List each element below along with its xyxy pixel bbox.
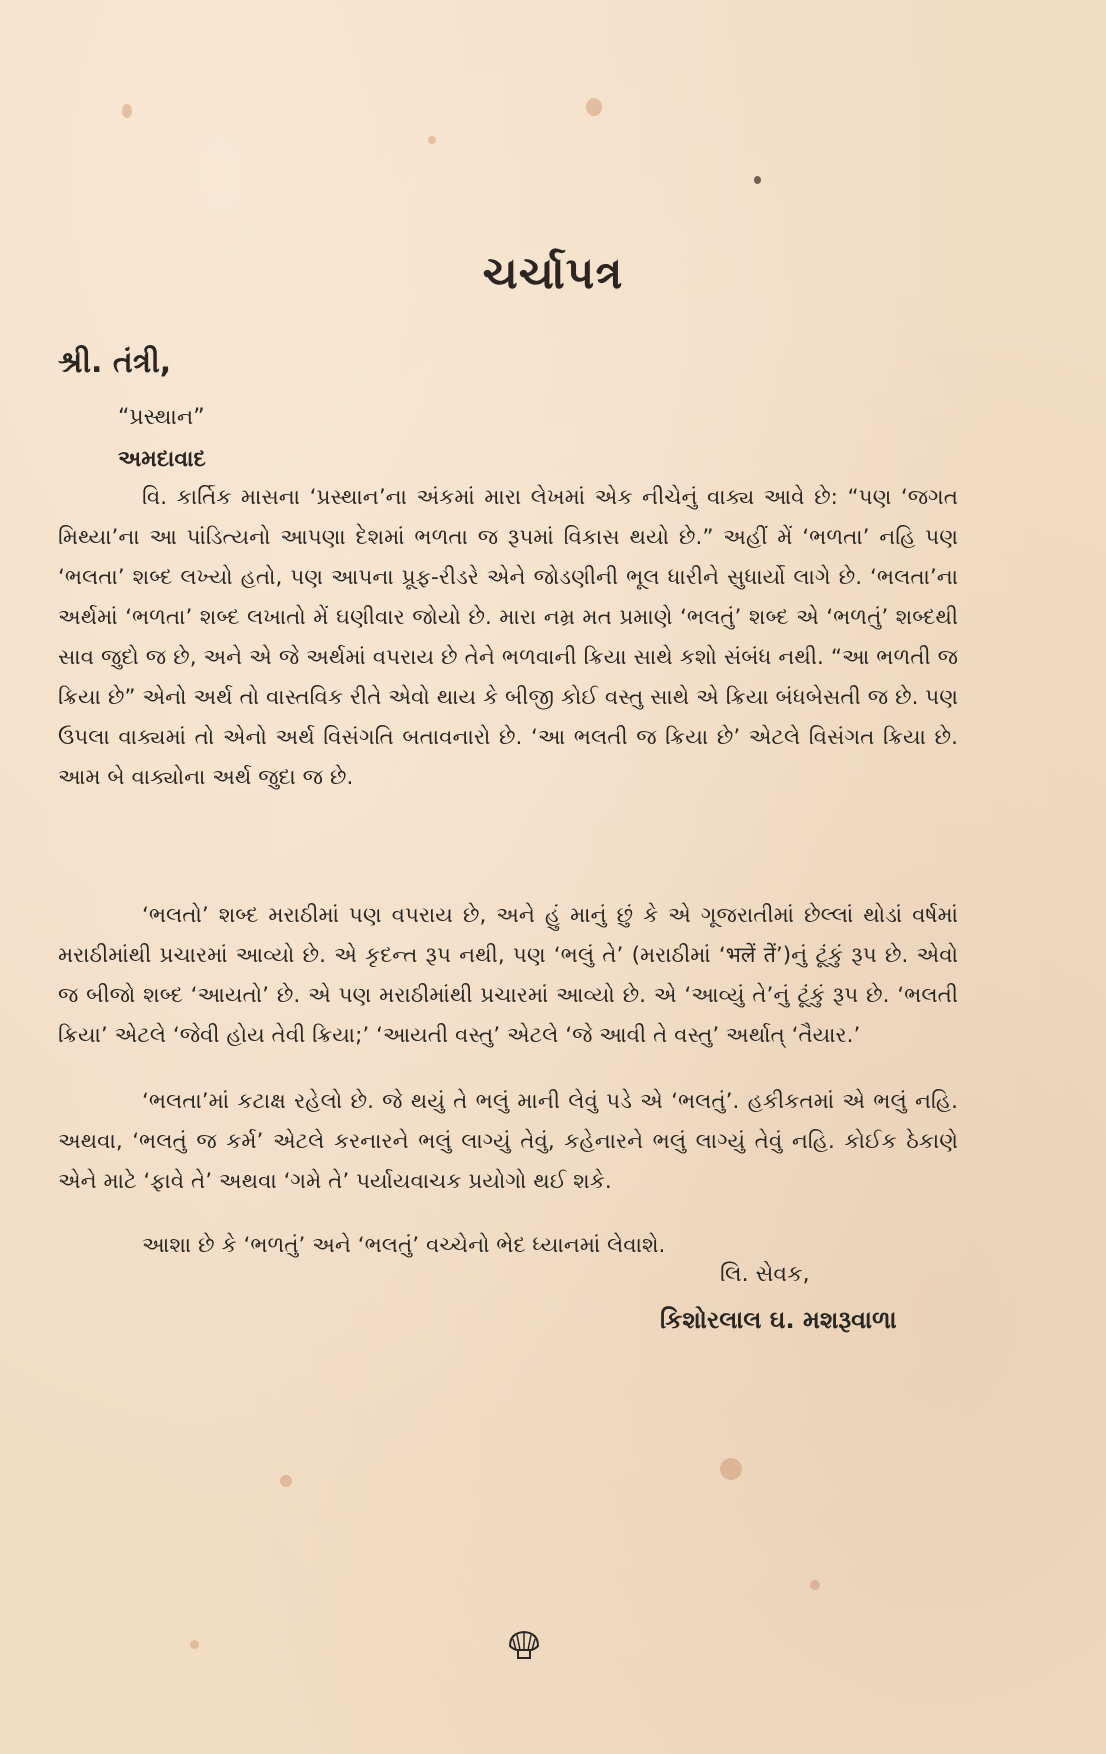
signature: કિશોરલાલ ઘ. મશરૂવાળા xyxy=(660,1306,897,1334)
paper-stain xyxy=(586,98,602,116)
closing-line: લિ. સેવક, xyxy=(720,1262,810,1287)
paragraph: આશા છે કે ‘ભળતું’ અને ‘ભલતું’ વચ્ચેનો ભેદ ધ્યાનમાં લેવાશે. xyxy=(142,1233,666,1258)
recipient-publication: “પ્રસ્થાન” xyxy=(118,405,205,430)
paper-stain xyxy=(122,104,132,118)
recipient-city: અમદાવાદ xyxy=(118,447,206,472)
paper-stain xyxy=(280,1475,292,1487)
paper-stain xyxy=(190,1640,199,1649)
salutation: શ્રી. તંત્રી, xyxy=(58,345,172,380)
paragraph: ‘ભલતા’માં કટાક્ષ રહેલો છે. જે થયું તે ભલું માની લેવું પડે એ ‘ભલતું’. હકીકતમાં એ ભલું નહિ. અથવા, ‘ભલતું જ કર્મ’ એટલે કરનારને ભલું લાગ્યું તેવું, કહેનારને ભલું લાગ્યું તેવું નહિ. કોઈક ઠેકાણે એને માટે ‘ફાવે તે’ અથવા ‘ગમે તે’ પર્યાયવાચક પ્રયોગો થઈ શકે. xyxy=(58,1089,958,1194)
paper-stain xyxy=(428,136,436,144)
paper-stain xyxy=(754,176,761,184)
paragraph: વિ. કાર્તિક માસના ‘પ્રસ્થાન’ના અંકમાં મારા લેખમાં એક નીચેનું વાક્ય આવે છે: “પણ ‘જગત મિથ્યા’ના આ પાંડિત્યનો આપણા દેશમાં ભળતા જ રૂપમાં વિકાસ થયો છે.” અહીં મેં ‘ભળતા’ નહિ પણ ‘ભલતા’ શબ્દ લખ્યો હતો, પણ આપના પ્રૂફ-રીડરે એને જોડણીની ભૂલ ધારીને સુધાર્યો લાગે છે. ‘ભલતા’ના અર્થમાં ‘ભળતા’ શબ્દ લખાતો મેં ઘણીવાર જોયો છે. મારા નમ્ર મત પ્રમાણે ‘ભલતું’ શબ્દ એ ‘ભળતું’ શબ્દથી સાવ જુદો જ છે, અને એ જે અર્થમાં વપરાય છે તેને ભળવાની ક્રિયા સાથે કશો સંબંધ નથી. “આ ભળતી જ ક્રિયા છે” એનો અર્થ તો વાસ્તવિક રીતે એવો થાય કે બીજી કોઈ વસ્તુ સાથે એ ક્રિયા બંધબેસતી જ છે. પણ ઉપલા વાક્યમાં તો એનો અર્થ વિસંગતિ બતાવનારો છે. ‘આ ભલતી જ ક્રિયા છે’ એટલે વિસંગત ક્રિયા છે. આમ બે વાક્યોના અર્થ જુદા જ છે. xyxy=(58,485,958,790)
paper-stain xyxy=(720,1458,742,1480)
page-title: ચર્ચાપત્ર xyxy=(482,248,624,299)
shell-ornament-icon xyxy=(506,1628,542,1664)
paper-stain xyxy=(810,1580,820,1590)
paragraph: ‘ભલતો’ શબ્દ મરાઠીમાં પણ વપરાય છે, અને હું માનું છું કે એ ગૂજરાતીમાં છેલ્લાં થોડાં વર્ષમાં મરાઠીમાંથી પ્રચારમાં આવ્યો છે. એ કૃદન્ત રૂપ નથી, પણ ‘ભલું તે’ (મરાઠીમાં ‘भलें तें’)નું ટૂંકું રૂપ છે. એવો જ બીજો શબ્દ ‘આયતો’ છે. એ પણ મરાઠીમાંથી પ્રચારમાં આવ્યો છે. એ ‘આવ્યું તે’નું ટૂંકું રૂપ છે. ‘ભલતી ક્રિયા’ એટલે ‘જેવી હોય તેવી ક્રિયા;’ ‘આયતી વસ્તુ’ એટલે ‘જે આવી તે વસ્તુ’ અર્થાત્ ‘તૈયાર.’ xyxy=(58,903,958,1048)
